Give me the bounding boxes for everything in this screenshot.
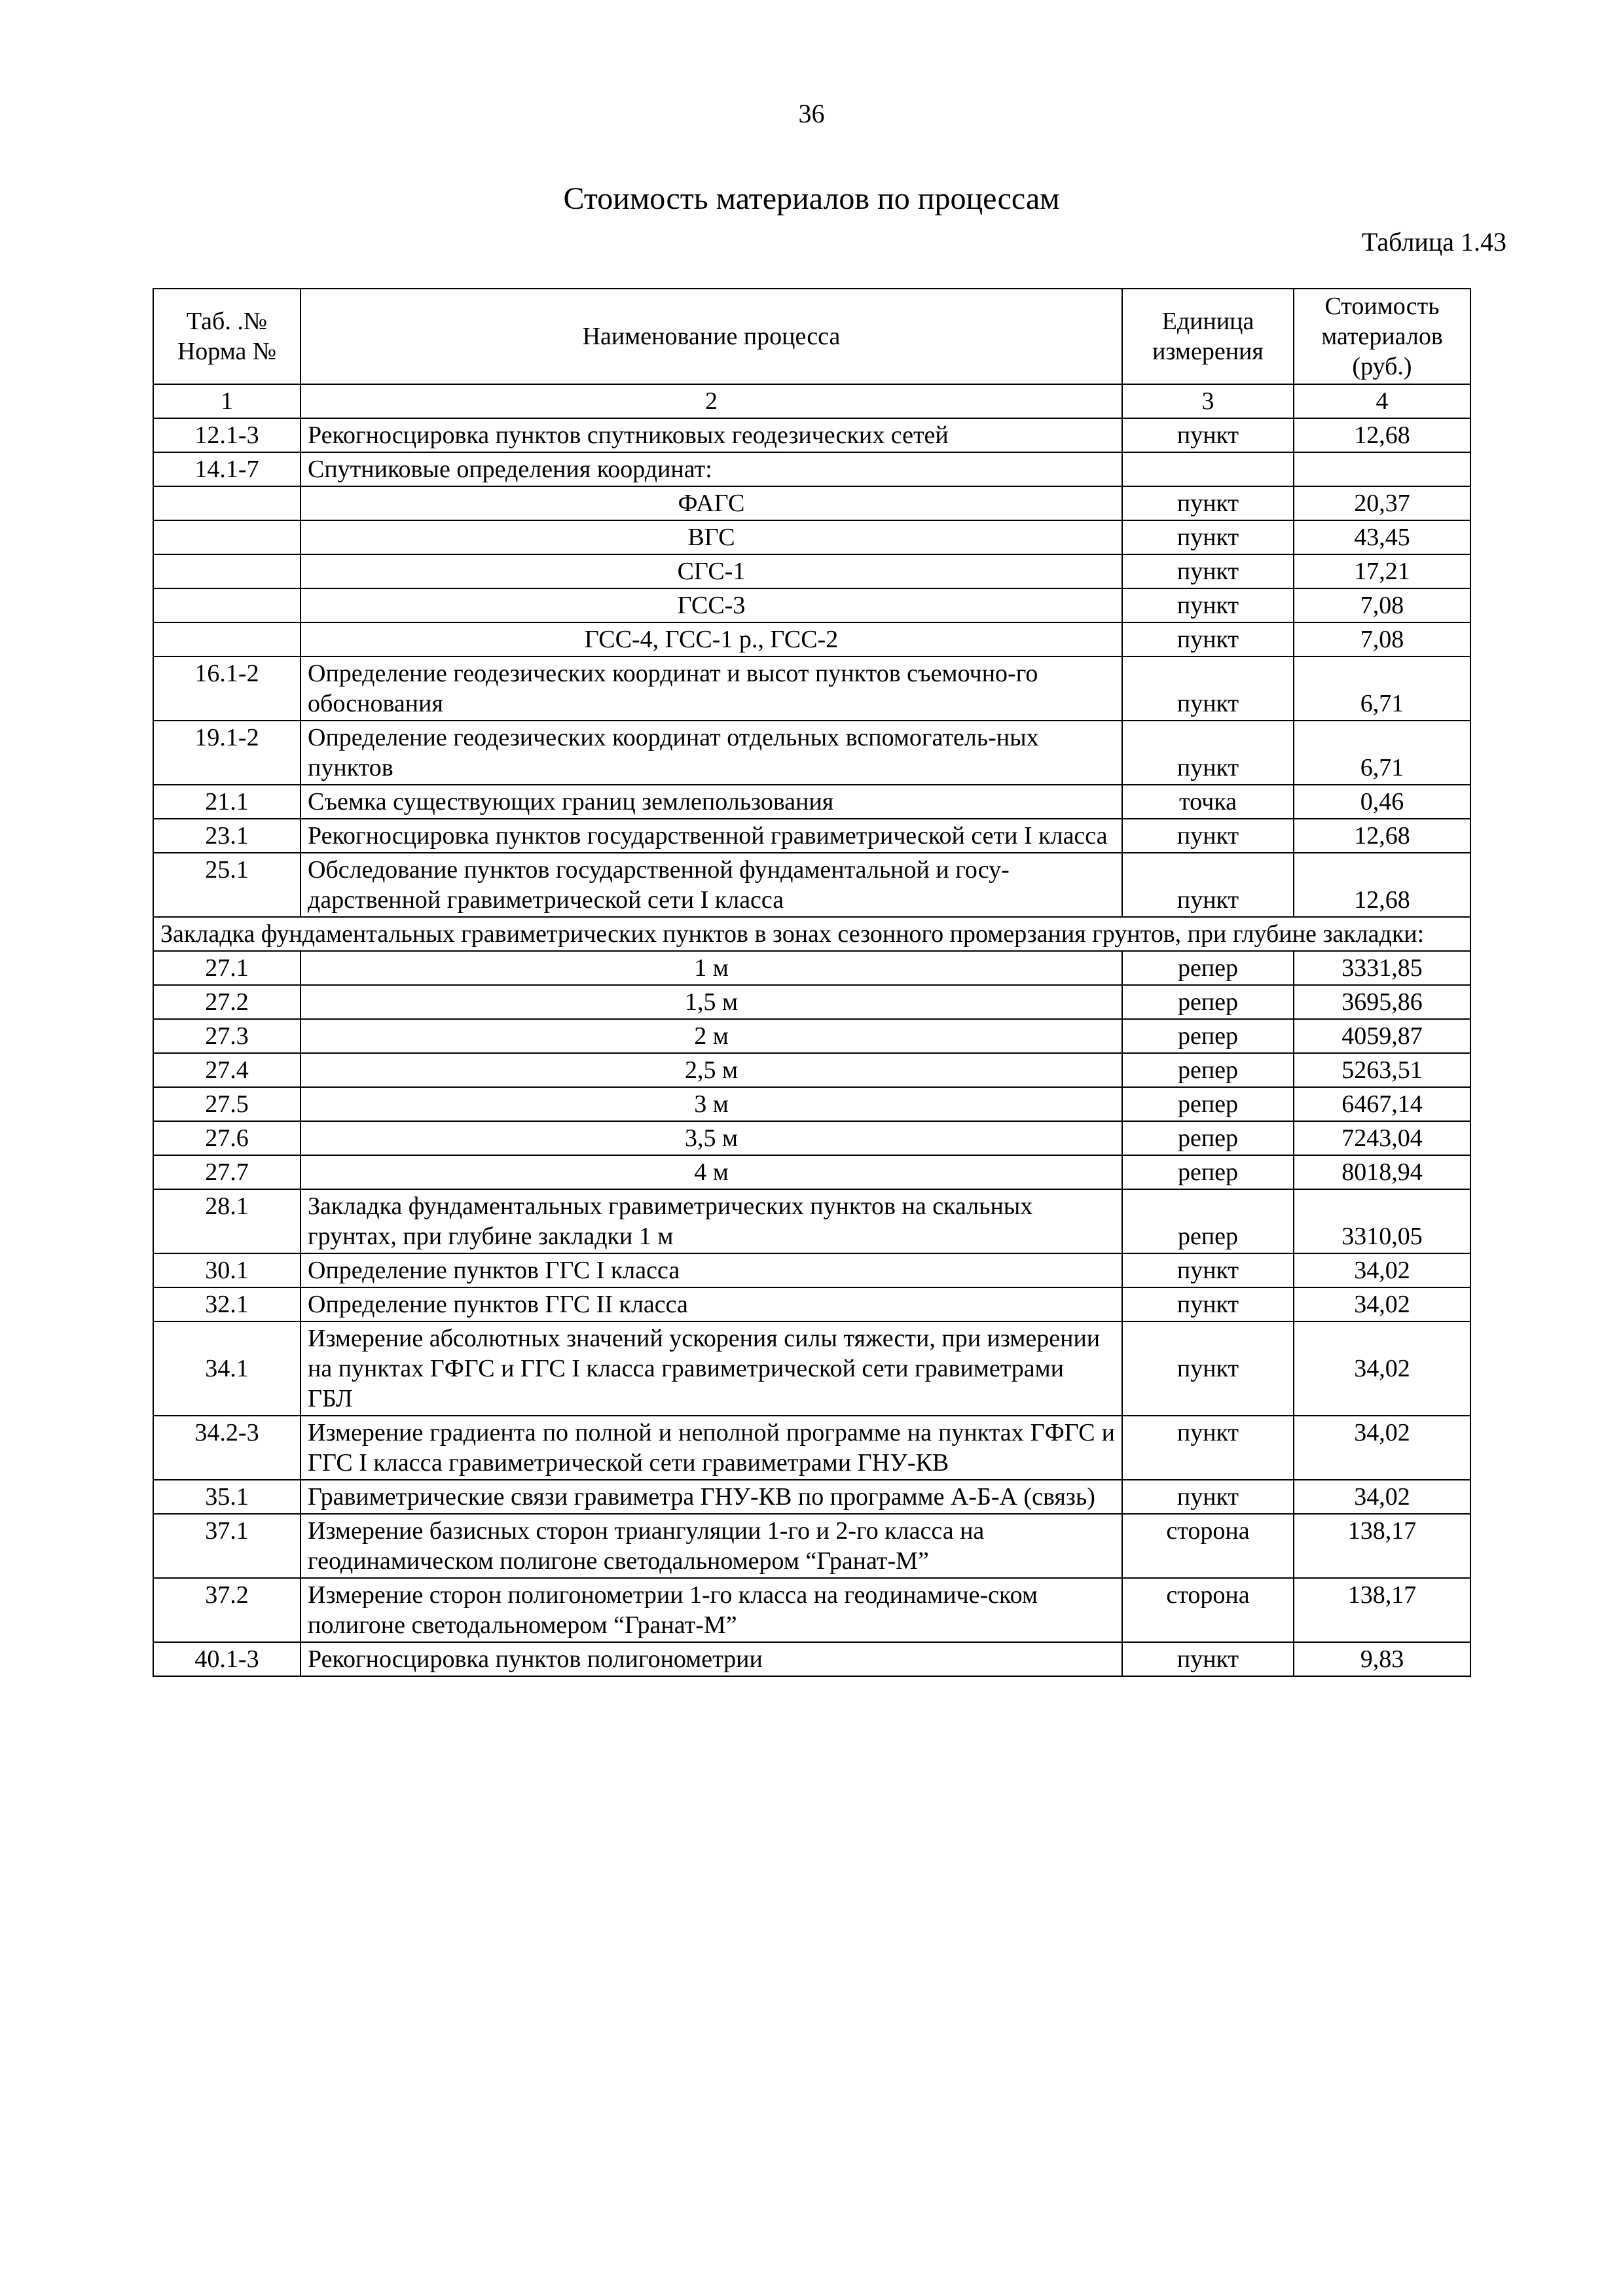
process-name: Измерение базисных сторон триангуляции 1-го и 2-го класса на геодинамическом полигоне светодальномером “Гранат-М” [301,1514,1122,1578]
norm-code: 27.3 [153,1019,301,1053]
unit [1122,452,1294,486]
unit: пункт [1122,1321,1294,1416]
norm-code [153,622,301,656]
cost-value: 34,02 [1294,1480,1470,1514]
norm-code: 32.1 [153,1287,301,1321]
table-row [153,1642,1470,1676]
process-name: 1 м [301,951,1122,985]
table-row [153,1019,1470,1053]
cost-value: 138,17 [1294,1578,1470,1642]
table-row [153,1155,1470,1189]
unit: репер [1122,1121,1294,1155]
table-row [153,1053,1470,1087]
page-number: 36 [798,99,825,128]
table-row [153,819,1470,853]
norm-code: 19.1-2 [153,721,301,785]
unit: пункт [1122,1253,1294,1287]
page-title: Стоимость материалов по процессам [563,181,1060,216]
table-row [153,418,1470,452]
table-row [153,1087,1470,1121]
unit: пункт [1122,819,1294,853]
process-name: Определение пунктов ГГС II класса [301,1287,1122,1321]
unit: репер [1122,1155,1294,1189]
table-row [153,1578,1470,1642]
cost-value: 3310,05 [1294,1189,1470,1253]
table-row [153,785,1470,819]
cost-value: 34,02 [1294,1287,1470,1321]
unit: пункт [1122,1416,1294,1480]
unit: пункт [1122,520,1294,554]
cost-value [1294,452,1470,486]
table-row [153,588,1470,622]
header-norm-line2: Норма № [177,338,277,365]
norm-code: 34.2-3 [153,1416,301,1480]
process-name: ВГС [301,520,1122,554]
norm-code: 27.7 [153,1155,301,1189]
table-row [153,656,1470,721]
unit: репер [1122,1087,1294,1121]
norm-code: 27.2 [153,985,301,1019]
table-row [153,1514,1470,1578]
cost-value: 17,21 [1294,554,1470,588]
norm-code: 37.1 [153,1514,301,1578]
unit: пункт [1122,486,1294,520]
cost-value: 7,08 [1294,588,1470,622]
norm-code: 34.1 [153,1321,301,1416]
cost-value: 6467,14 [1294,1087,1470,1121]
header-unit-line1: Единица [1161,308,1254,335]
table-label: Таблица 1.43 [1361,227,1506,257]
process-name: Съемка существующих границ землепользования [301,785,1122,819]
cost-value: 12,68 [1294,853,1470,917]
process-name: Спутниковые определения координат: [301,452,1122,486]
unit: пункт [1122,588,1294,622]
process-name: ФАГС [301,486,1122,520]
process-name: Обследование пунктов государственной фундаментальной и госу-дарственной гравиметрической сети I класса [301,853,1122,917]
table-row [153,1480,1470,1514]
process-name: Закладка фундаментальных гравиметрических пунктов на скальных грунтах, при глубине закладки 1 м [301,1189,1122,1253]
norm-code [153,486,301,520]
column-number: 3 [1122,384,1294,418]
norm-code: 16.1-2 [153,656,301,721]
cost-value: 0,46 [1294,785,1470,819]
norm-code: 21.1 [153,785,301,819]
process-name: ГСС-4, ГСС-1 р., ГСС-2 [301,622,1122,656]
unit: репер [1122,1189,1294,1253]
norm-code: 25.1 [153,853,301,917]
header-cost-line3: (руб.) [1352,353,1412,380]
unit: сторона [1122,1514,1294,1578]
unit: пункт [1122,1287,1294,1321]
header-unit [1122,289,1294,384]
cost-value: 6,71 [1294,656,1470,721]
process-name: Измерение абсолютных значений ускорения силы тяжести, при измерении на пунктах ГФГС и ГГС I класса гравиметрической сети гравиметрами ГБЛ [301,1321,1122,1416]
table-row [153,1253,1470,1287]
process-name: 1,5 м [301,985,1122,1019]
cost-value: 5263,51 [1294,1053,1470,1087]
cost-value: 9,83 [1294,1642,1470,1676]
unit: пункт [1122,1480,1294,1514]
table-row [153,1189,1470,1253]
process-name: Рекогносцировка пунктов государственной гравиметрической сети I класса [301,819,1122,853]
norm-code [153,520,301,554]
table-row [153,985,1470,1019]
process-name: Гравиметрические связи гравиметра ГНУ-КВ по программе А-Б-А (связь) [301,1480,1122,1514]
process-name: Рекогносцировка пунктов спутниковых геодезических сетей [301,418,1122,452]
cost-value: 8018,94 [1294,1155,1470,1189]
process-name: ГСС-3 [301,588,1122,622]
table-row [153,452,1470,486]
norm-code: 28.1 [153,1189,301,1253]
header-norm-line1: Таб. .№ [186,308,268,335]
norm-code: 37.2 [153,1578,301,1642]
table-row [153,853,1470,917]
process-name: Рекогносцировка пунктов полигонометрии [301,1642,1122,1676]
header-cost-line2: материалов [1321,323,1443,350]
table-row [153,1287,1470,1321]
norm-code: 35.1 [153,1480,301,1514]
norm-code: 40.1-3 [153,1642,301,1676]
header-unit-line2: измерения [1152,338,1264,365]
column-number: 2 [301,384,1122,418]
unit: репер [1122,985,1294,1019]
norm-code [153,588,301,622]
norm-code: 27.1 [153,951,301,985]
table-row [153,520,1470,554]
norm-code: 30.1 [153,1253,301,1287]
process-name: СГС-1 [301,554,1122,588]
cost-value: 7243,04 [1294,1121,1470,1155]
process-name: 3 м [301,1087,1122,1121]
unit: сторона [1122,1578,1294,1642]
unit: пункт [1122,622,1294,656]
process-name: 3,5 м [301,1121,1122,1155]
table-row [153,721,1470,785]
table-row [153,622,1470,656]
process-name: 2 м [301,1019,1122,1053]
header-cost [1294,289,1470,384]
table-row [153,486,1470,520]
norm-code: 23.1 [153,819,301,853]
process-name: 2,5 м [301,1053,1122,1087]
process-name: Определение геодезических координат и высот пунктов съемочно-го обоснования [301,656,1122,721]
process-name: Определение геодезических координат отдельных вспомогатель-ных пунктов [301,721,1122,785]
cost-value: 3331,85 [1294,951,1470,985]
cost-value: 138,17 [1294,1514,1470,1578]
column-number-row [153,384,1470,418]
unit: пункт [1122,554,1294,588]
unit: репер [1122,951,1294,985]
section-heading: Закладка фундаментальных гравиметрических пунктов в зонах сезонного промерзания грунтов, при глубине закладки: [153,917,1470,951]
norm-code: 27.6 [153,1121,301,1155]
unit: пункт [1122,656,1294,721]
process-name: Определение пунктов ГГС I класса [301,1253,1122,1287]
process-name: Измерение сторон полигонометрии 1-го класса на геодинамиче-ском полигоне светодальномером “Гранат-М” [301,1578,1122,1642]
table-row [153,1321,1470,1416]
cost-value: 12,68 [1294,819,1470,853]
header-process-name: Наименование процесса [301,289,1122,384]
table-row [153,1121,1470,1155]
cost-value: 34,02 [1294,1321,1470,1416]
unit: точка [1122,785,1294,819]
process-name: 4 м [301,1155,1122,1189]
unit: пункт [1122,853,1294,917]
section-row [153,917,1470,951]
norm-code [153,554,301,588]
column-number: 4 [1294,384,1470,418]
cost-value: 43,45 [1294,520,1470,554]
norm-code: 27.4 [153,1053,301,1087]
header-cost-line1: Стоимость [1324,293,1440,320]
header-norm-number [153,289,301,384]
column-number: 1 [153,384,301,418]
unit: пункт [1122,721,1294,785]
unit: пункт [1122,1642,1294,1676]
cost-value: 12,68 [1294,418,1470,452]
table-row [153,951,1470,985]
cost-value: 3695,86 [1294,985,1470,1019]
cost-value: 34,02 [1294,1253,1470,1287]
unit: репер [1122,1019,1294,1053]
cost-value: 6,71 [1294,721,1470,785]
norm-code: 12.1-3 [153,418,301,452]
norm-code: 27.5 [153,1087,301,1121]
cost-value: 7,08 [1294,622,1470,656]
norm-code: 14.1-7 [153,452,301,486]
unit: репер [1122,1053,1294,1087]
unit: пункт [1122,418,1294,452]
table-row [153,1416,1470,1480]
table-header-row [153,289,1470,384]
cost-value: 34,02 [1294,1416,1470,1480]
process-name: Измерение градиента по полной и неполной программе на пунктах ГФГС и ГГС I класса гравиметрической сети гравиметрами ГНУ-КВ [301,1416,1122,1480]
cost-value: 20,37 [1294,486,1470,520]
table-row [153,554,1470,588]
materials-cost-table [153,288,1471,1677]
cost-value: 4059,87 [1294,1019,1470,1053]
